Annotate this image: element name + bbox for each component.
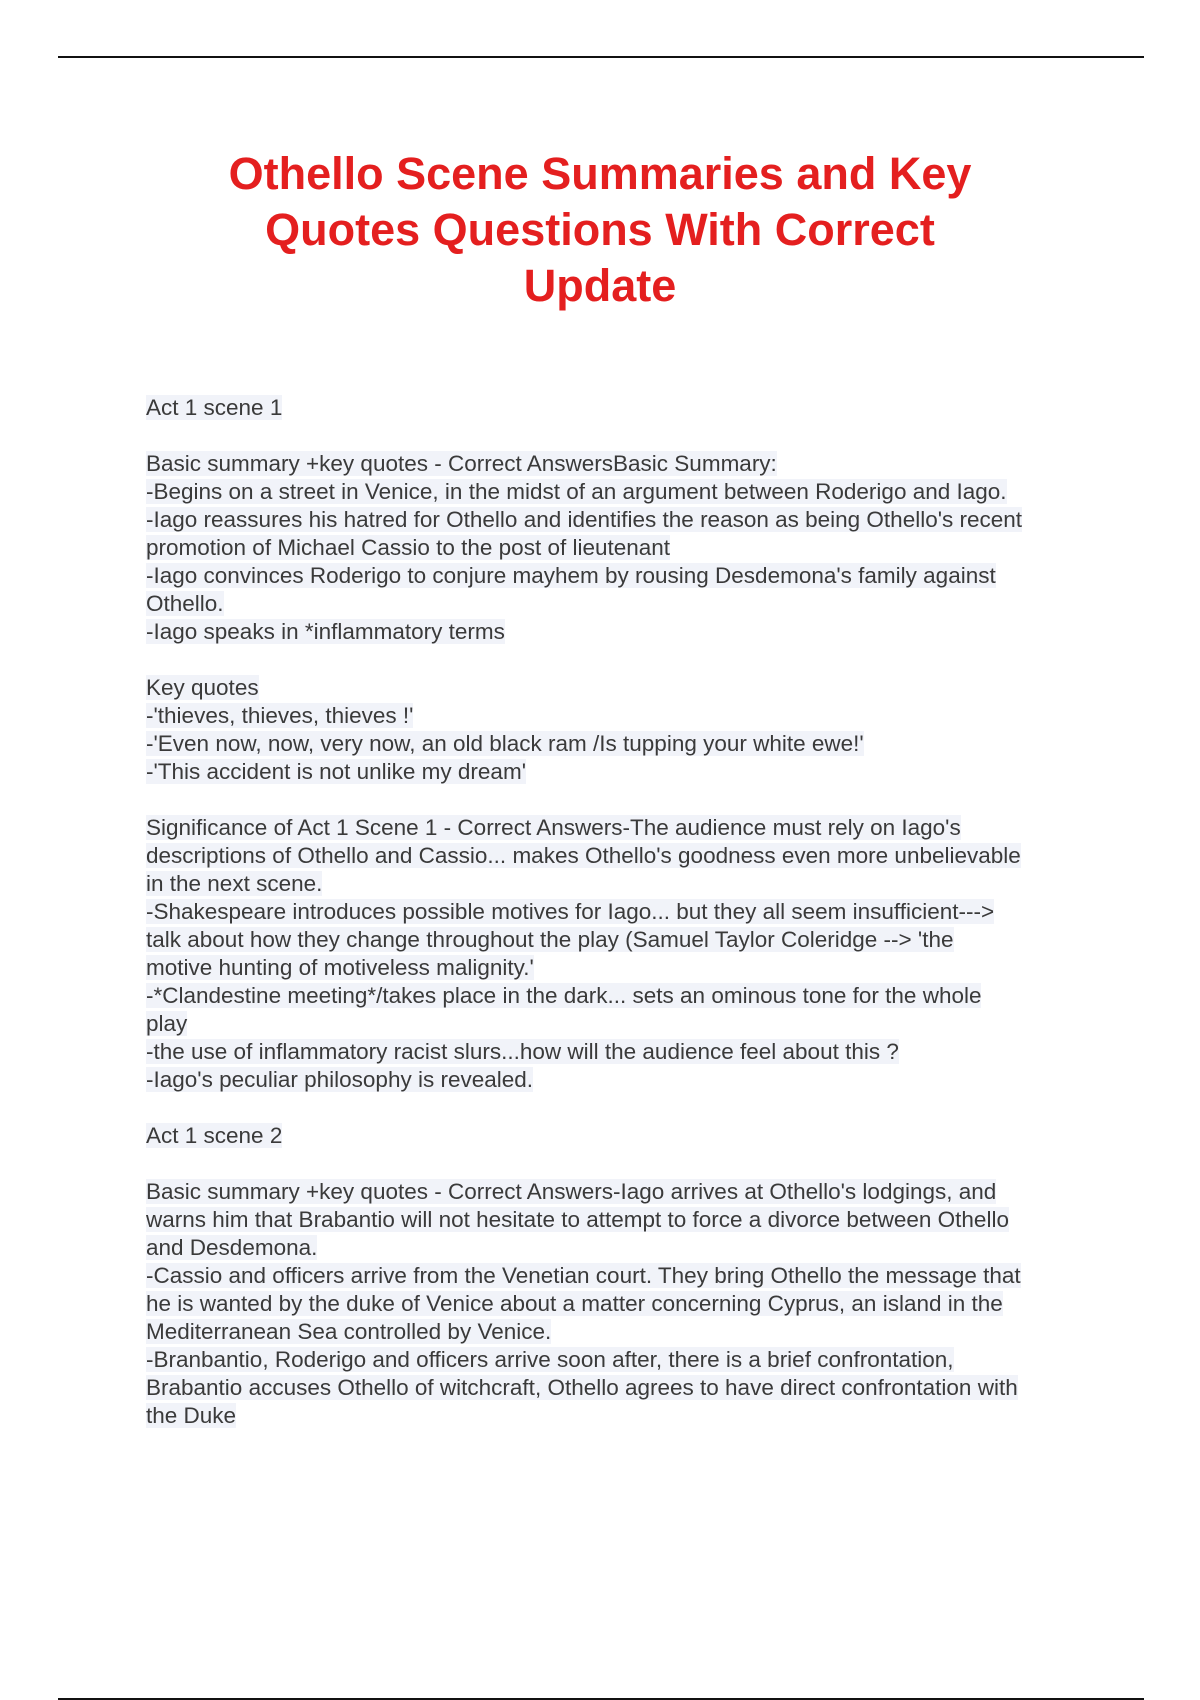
text-line: Key quotes xyxy=(146,675,259,700)
title-line: Quotes Questions With Correct xyxy=(265,204,935,255)
text-line: -*Clandestine meeting*/takes place in the dark... sets an ominous tone for the whole xyxy=(146,983,982,1008)
text-line: talk about how they change throughout the play (Samuel Taylor Coleridge --> 'the xyxy=(146,927,954,952)
document-body xyxy=(146,394,1106,1430)
text-line: -Iago speaks in *inflammatory terms xyxy=(146,619,505,644)
text-line: Act 1 scene 2 xyxy=(146,1123,283,1148)
significance-act1-scene1 xyxy=(146,814,1106,1094)
text-line: warns him that Brabantio will not hesitate to attempt to force a divorce between Othello xyxy=(146,1207,1009,1232)
title-line: Othello Scene Summaries and Key xyxy=(228,148,972,199)
text-line: -Begins on a street in Venice, in the midst of an argument between Roderigo and Iago. xyxy=(146,479,1007,504)
text-line: promotion of Michael Cassio to the post of lieutenant xyxy=(146,535,671,560)
text-line: play xyxy=(146,1011,188,1036)
text-line: -'This accident is not unlike my dream' xyxy=(146,759,526,784)
title-line: Update xyxy=(523,260,677,311)
text-line: -Iago convinces Roderigo to conjure mayhem by rousing Desdemona's family against xyxy=(146,563,996,588)
text-line: motive hunting of motiveless malignity.' xyxy=(146,955,534,980)
text-line: -'Even now, now, very now, an old black ram /Is tupping your white ewe!' xyxy=(146,731,864,756)
text-line: in the next scene. xyxy=(146,871,323,896)
document-title xyxy=(150,146,1050,314)
text-line: Act 1 scene 1 xyxy=(146,395,283,420)
text-line: -'thieves, thieves, thieves !' xyxy=(146,703,414,728)
text-line: Basic summary +key quotes - Correct Answers-Iago arrives at Othello's lodgings, and xyxy=(146,1179,997,1204)
text-line: Basic summary +key quotes - Correct AnswersBasic Summary: xyxy=(146,451,777,476)
text-line: Mediterranean Sea controlled by Venice. xyxy=(146,1319,552,1344)
top-divider xyxy=(58,56,1144,58)
text-line: the Duke xyxy=(146,1403,237,1428)
basic-summary-act1-scene1 xyxy=(146,450,1106,646)
text-line: -the use of inflammatory racist slurs...how will the audience feel about this ? xyxy=(146,1039,899,1064)
text-line: descriptions of Othello and Cassio... makes Othello's goodness even more unbelievable xyxy=(146,843,1021,868)
basic-summary-act1-scene2 xyxy=(146,1178,1106,1430)
text-line: -Shakespeare introduces possible motives for Iago... but they all seem insufficient---> xyxy=(146,899,995,924)
section-heading-act1-scene2 xyxy=(146,1122,1106,1150)
text-line: -Iago reassures his hatred for Othello and identifies the reason as being Othello's recent xyxy=(146,507,1023,532)
text-line: Brabantio accuses Othello of witchcraft, Othello agrees to have direct confrontation with xyxy=(146,1375,1018,1400)
text-line: and Desdemona. xyxy=(146,1235,318,1260)
text-line: Significance of Act 1 Scene 1 - Correct Answers-The audience must rely on Iago's xyxy=(146,815,961,840)
text-line: -Cassio and officers arrive from the Venetian court. They bring Othello the message that xyxy=(146,1263,1021,1288)
text-line: Othello. xyxy=(146,591,224,616)
key-quotes-act1-scene1 xyxy=(146,674,1106,786)
text-line: he is wanted by the duke of Venice about a matter concerning Cyprus, an island in the xyxy=(146,1291,1003,1316)
section-heading-act1-scene1 xyxy=(146,394,1106,422)
text-line: -Iago's peculiar philosophy is revealed. xyxy=(146,1067,534,1092)
text-line: -Branbantio, Roderigo and officers arrive soon after, there is a brief confrontation, xyxy=(146,1347,954,1372)
